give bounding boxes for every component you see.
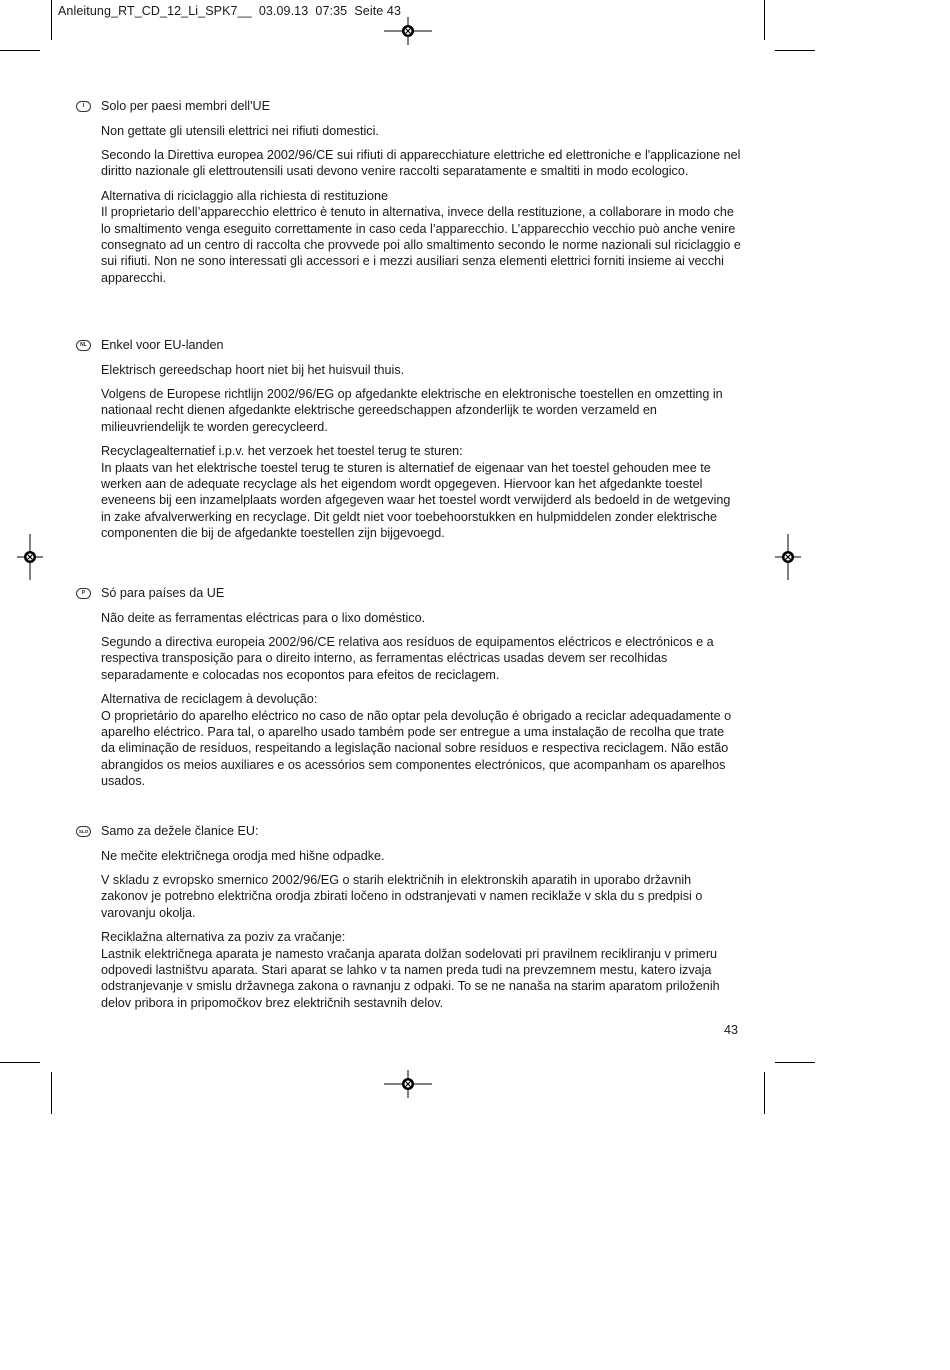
language-badge-icon: NL: [76, 340, 91, 351]
print-slug: Anleitung_RT_CD_12_Li_SPK7__ 03.09.13 07:35 Seite 43: [58, 4, 402, 18]
registration-mark-bottom-icon: [384, 1070, 432, 1098]
page-number: 43: [724, 1023, 739, 1037]
crop-mark-top-right-v: [764, 0, 765, 40]
alternative-title: Alternativa de reciclagem à devolução:: [101, 692, 318, 707]
crop-mark-top-left-v: [51, 0, 52, 40]
alternative-text: O proprietário do aparelho eléctrico no caso de não optar pela devolução é obrigado a reciclar adequadamente o aparelho eléctrico. Para tal, o aparelho usado também pode ser entregue a uma instalação de recolha que trate da eliminação de resíduos, respeitando a legislação nacional sobre resíduos e respectiva reciclagem. Não estão abrangidos os meios auxiliares e os acessórios sem componentes electrónicos, que acompanham os aparelhos usados.: [101, 708, 732, 788]
section-heading: Samo za dežele članice EU:: [101, 824, 259, 838]
section-subheading: Non gettate gli utensili elettrici nei rifiuti domestici.: [101, 123, 379, 138]
crop-mark-bottom-left-v: [51, 1072, 52, 1114]
alternative-text: In plaats van het elektrische toestel terug te sturen is alternatief de eigenaar van het toestel gehouden mee te werken aan de adequate recyclage als het eigendom wordt opgegeven. Hiervoor kan het afgedankte toestel eveneens bij een inzamelplaats worden afgegeven waar het toestel wordt verwijderd als bedoeld in de wetgeving in zake afvalverwerking en recyclage. Dit geldt niet voor toebehoorstukken en hulpmiddelen zonder elektrische componenten die bij de afgedankte toestellen zijn bijgevoegd.: [101, 460, 731, 540]
section-portuguese: [81, 585, 741, 789]
registration-mark-left-icon: [17, 534, 43, 580]
crop-mark-top-left-h: [0, 50, 40, 51]
alternative-title: Alternativa di riciclaggio alla richiesta di restituzione: [101, 189, 388, 204]
crop-mark-bottom-right-h: [775, 1062, 815, 1063]
language-badge-icon: SLO: [76, 826, 91, 837]
section-italian: [82, 98, 741, 286]
section-paragraph: Segundo a directiva europeia 2002/96/CE relativa aos resíduos de equipamentos eléctricos e electrónicos e a respectiva transposição para o direito interno, as ferramentas eléctricas usadas devem ser recolhidas separadamente e colocadas nos ecopontos para efeitos de reciclagem.: [101, 635, 714, 682]
registration-mark-right-icon: [775, 534, 801, 580]
section-slovenian: [78, 823, 741, 1011]
section-heading: Solo per paesi membri dell'UE: [101, 99, 270, 113]
section-heading: Enkel voor EU-landen: [101, 338, 224, 352]
language-badge-icon: I: [76, 101, 91, 112]
section-paragraph: Secondo la Direttiva europea 2002/96/CE sui rifiuti di apparecchiature elettriche ed elettroniche e l'applicazione nel diritto nazionale gli elettroutensili usati devono venire raccolti separatamente e smaltiti in modo ecologico.: [101, 148, 741, 179]
crop-mark-bottom-left-h: [0, 1062, 40, 1063]
alternative-title: Recyclagealternatief i.p.v. het verzoek het toestel terug te sturen:: [101, 444, 463, 459]
alternative-text: Il proprietario dell’apparecchio elettrico è tenuto in alternativa, invece della restituzione, a collaborare in modo che lo smaltimento venga eseguito correttamente in caso ceda l’apparecchio. L’apparecchio vecchio può anche venire consegnato ad un centro di raccolta che provvede poi allo smaltimento secondo le norme nazionali sul riciclaggio e sui rifiuti. Non ne sono interessati gli accessori e i mezzi ausiliari senza elementi elettrici forniti insieme ai vecchi apparecchi.: [101, 205, 741, 285]
alternative-text: Lastnik električnega aparata je namesto vračanja aparata dolžan sodelovati pri pravilnem recikliranju v primeru odpovedi lastništvu aparata. Stari aparat se lahko v ta namen preda tudi na prevzemnem mestu, katero izvaja odstranjevanje v smislu državnega zakona o ravnanju z odpaki. To se ne nanaša na starim aparatom priloženih delov pribora in pripomočkov brez električnih sestavnih delov.: [101, 946, 720, 1010]
registration-mark-top-icon: [384, 17, 432, 45]
alternative-title: Reciklažna alternativa za poziv za vračanje:: [101, 930, 346, 945]
section-subheading: Elektrisch gereedschap hoort niet bij het huisvuil thuis.: [101, 362, 405, 377]
section-subheading: Ne mečite električnega orodja med hišne odpadke.: [101, 848, 385, 863]
section-dutch: [80, 337, 741, 541]
crop-mark-bottom-right-v: [764, 1072, 765, 1114]
language-badge-icon: P: [76, 588, 91, 599]
section-paragraph: Volgens de Europese richtlijn 2002/96/EG op afgedankte elektrische en elektronische toestellen en omzetting in nationaal recht dienen afgedankte elektrische gereedschappen afzonderlijk te worden verzameld en milieuvriendelijk te worden gerecycleerd.: [101, 387, 723, 434]
section-heading: Só para países da UE: [101, 586, 225, 600]
section-subheading: Não deite as ferramentas eléctricas para o lixo doméstico.: [101, 610, 426, 625]
crop-mark-top-right-h: [775, 50, 815, 51]
section-paragraph: V skladu z evropsko smernico 2002/96/EG o starih električnih in elektronskih aparatih in uporabo državnih zakonov je potrebno električna orodja zbirati ločeno in odstranjevati v namen reciklaže v skla du s predpisi o varovanju okolja.: [101, 873, 703, 920]
